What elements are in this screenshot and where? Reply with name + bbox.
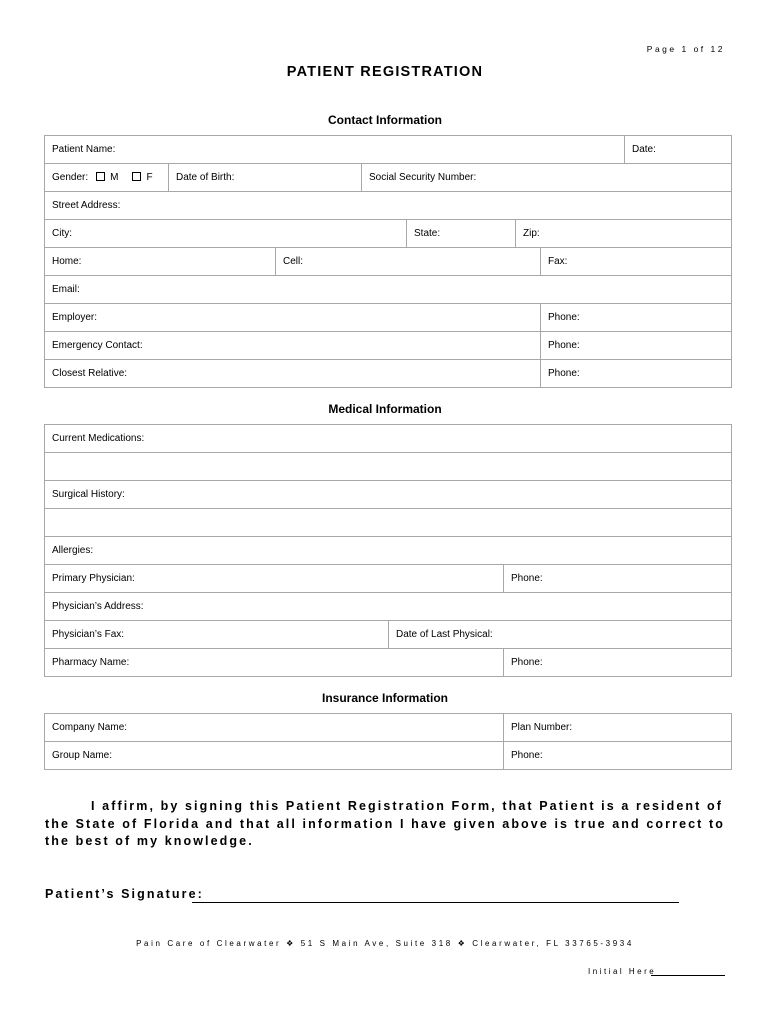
allergies-field[interactable]: Allergies: — [45, 537, 732, 565]
checkbox-icon[interactable] — [132, 172, 141, 181]
table-row — [45, 360, 732, 388]
group-name-field[interactable]: Group Name: — [45, 742, 504, 770]
physician-fax-field[interactable]: Physician’s Fax: — [45, 621, 389, 649]
table-row — [45, 304, 732, 332]
current-medications-field[interactable]: Current Medications: — [45, 425, 732, 453]
emergency-phone-field[interactable]: Phone: — [541, 332, 732, 360]
closest-relative-field[interactable]: Closest Relative: — [45, 360, 541, 388]
ssn-field[interactable]: Social Security Number: — [362, 164, 732, 192]
home-phone-field[interactable]: Home: — [45, 248, 276, 276]
company-name-field[interactable]: Company Name: — [45, 714, 504, 742]
surgical-history-field[interactable]: Surgical History: — [45, 481, 732, 509]
primary-physician-field[interactable]: Primary Physician: — [45, 565, 504, 593]
physician-address-field[interactable]: Physician’s Address: — [45, 593, 732, 621]
medical-section-title: Medical Information — [328, 402, 442, 416]
checkbox-icon[interactable] — [96, 172, 105, 181]
insurance-section-title: Insurance Information — [321, 691, 449, 705]
table-row — [45, 565, 732, 593]
table-row — [45, 453, 732, 481]
table-row — [45, 742, 732, 770]
table-row — [45, 136, 732, 164]
pharmacy-name-field[interactable]: Pharmacy Name: — [45, 649, 504, 677]
current-medications-line[interactable] — [45, 453, 732, 481]
date-field[interactable]: Date: — [625, 136, 732, 164]
table-row — [45, 537, 732, 565]
plan-number-field[interactable]: Plan Number: — [504, 714, 732, 742]
email-field[interactable]: Email: — [45, 276, 732, 304]
street-address-field[interactable]: Street Address: — [45, 192, 732, 220]
last-physical-field[interactable]: Date of Last Physical: — [389, 621, 732, 649]
signature-line[interactable] — [192, 902, 679, 903]
table-row — [45, 276, 732, 304]
table-row — [45, 649, 732, 677]
page-number: Page 1 of 12 — [646, 44, 725, 54]
initial-label: Initial Here — [588, 967, 657, 976]
zip-field[interactable]: Zip: — [516, 220, 732, 248]
dob-field[interactable]: Date of Birth: — [169, 164, 362, 192]
table-row — [45, 621, 732, 649]
table-row — [45, 714, 732, 742]
patient-name-field[interactable]: Patient Name: — [45, 136, 625, 164]
initial-line[interactable] — [651, 975, 725, 976]
state-field[interactable]: State: — [407, 220, 516, 248]
footer-address: Pain Care of Clearwater ❖ 51 S Main Ave, Suite 318 ❖ Clearwater, FL 33765-3934 — [136, 939, 634, 948]
contact-table — [44, 135, 732, 388]
page-title: PATIENT REGISTRATION — [286, 64, 484, 80]
contact-section-title: Contact Information — [328, 113, 442, 127]
city-field[interactable]: City: — [45, 220, 407, 248]
table-row — [45, 192, 732, 220]
gender-m-label: M — [110, 172, 119, 183]
table-row — [45, 220, 732, 248]
gender-f-label: F — [146, 172, 153, 183]
fax-field[interactable]: Fax: — [541, 248, 732, 276]
employer-field[interactable]: Employer: — [45, 304, 541, 332]
pharmacy-phone-field[interactable]: Phone: — [504, 649, 732, 677]
table-row — [45, 164, 732, 192]
surgical-history-line[interactable] — [45, 509, 732, 537]
cell-phone-field[interactable]: Cell: — [276, 248, 541, 276]
table-row — [45, 481, 732, 509]
gender-field — [45, 164, 169, 192]
insurance-table — [44, 713, 732, 770]
employer-phone-field[interactable]: Phone: — [541, 304, 732, 332]
table-row — [45, 425, 732, 453]
insurance-phone-field[interactable]: Phone: — [504, 742, 732, 770]
emergency-contact-field[interactable]: Emergency Contact: — [45, 332, 541, 360]
relative-phone-field[interactable]: Phone: — [541, 360, 732, 388]
table-row — [45, 248, 732, 276]
signature-label: Patient’s Signature: — [45, 887, 204, 901]
table-row — [45, 593, 732, 621]
gender-label: Gender: — [52, 172, 89, 183]
physician-phone-field[interactable]: Phone: — [504, 565, 732, 593]
affirmation-text: I affirm, by signing this Patient Registration Form, that Patient is a resident of the State of Florida and that all information I have given above is true and correct to the best of my knowledge. — [45, 799, 726, 848]
table-row — [45, 332, 732, 360]
medical-table — [44, 424, 732, 677]
table-row — [45, 509, 732, 537]
